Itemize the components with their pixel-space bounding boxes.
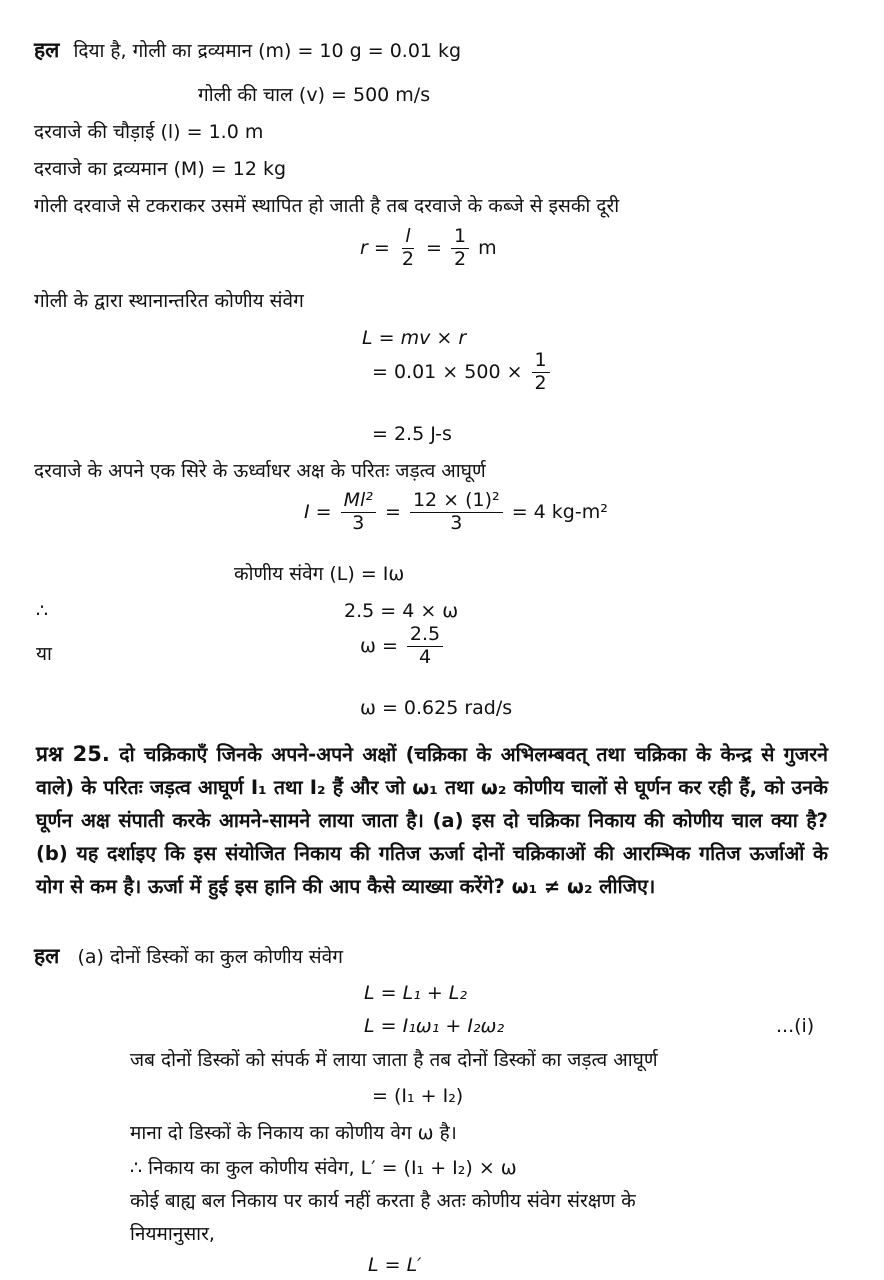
equals-sign: = — [384, 500, 401, 523]
given-door-mass: दरवाजे का द्रव्यमान (M) = 12 kg — [34, 158, 287, 180]
fraction-numerator: 1 — [532, 350, 550, 373]
fraction-numerator: 1 — [451, 226, 469, 249]
question-label: प्रश्न 25. — [36, 742, 110, 766]
question-text: दो चक्रिकाएँ जिनके अपने-अपने अक्षों (चक्रिका के अभिलम्बवत् तथा चक्रिका के केन्द्र से गुजरने वाले) के परितः जड़त्व आघूर्ण I₁ तथा I₂ हैं और जो ω₁ तथा ω₂ कोणीय चालों से घूर्णन कर रही हैं, को उनके घूर्णन अक्ष संपाती करके आमने-सामने लाया जाता है। (a) इस दो चक्रिका निकाय की कोणीय चाल क्या है? (b) यह दर्शाइए कि इस संयोजित निकाय की गतिज ऊर्जा दोनों चक्रिकाओं की आरम्भिक गतिज ऊर्जाओं के योग से कम है। ऊर्जा में हुई इस हानि की आप कैसे व्याख्या करेंगे? ω₁ ≠ ω₂ लीजिए। — [36, 743, 829, 898]
equation-L-definition: L = mv × r — [362, 327, 467, 349]
equation-L-sum: L = L₁ + L₂ — [364, 982, 467, 1004]
r-lhs: r = — [360, 236, 390, 259]
fraction-denominator: 2 — [534, 371, 547, 394]
given-mass: दिया है, गोली का द्रव्यमान (m) = 10 g = 0.01 kg — [73, 40, 462, 62]
fraction-numerator: Ml² — [341, 490, 376, 513]
unit-m: m — [478, 236, 497, 259]
fraction-numerator: l — [402, 226, 413, 249]
solution2-line-1 — [34, 944, 343, 969]
statement-moment-of-inertia: दरवाजे के अपने एक सिरे के ऊर्ध्वाधर अक्ष के परितः जड़त्व आघूर्ण — [34, 460, 486, 482]
equation-I-sum: = (I₁ + I₂) — [372, 1085, 464, 1107]
equals-sign: = — [425, 236, 442, 259]
therefore-symbol: ∴ — [36, 600, 49, 622]
omega-lhs: ω = — [360, 634, 398, 657]
equation-L-step — [372, 350, 553, 395]
statement-total-momentum: ∴ निकाय का कुल कोणीय संवेग, L′ = (I₁ + I₂) × ω — [130, 1157, 517, 1179]
fraction-denominator: 3 — [450, 511, 463, 534]
fraction-l-over-2 — [399, 226, 417, 271]
given-speed: गोली की चाल (v) = 500 m/s — [198, 84, 431, 106]
fraction-numerator: 12 × (1)² — [410, 490, 503, 513]
statement-distance: गोली दरवाजे से टकराकर उसमें स्थापित हो जाती है तब दरवाजे के कब्जे से इसकी दूरी — [34, 195, 620, 217]
equation-L-value: = 2.5 J-s — [372, 423, 452, 445]
L-step-text: = 0.01 × 500 × — [372, 360, 523, 383]
fraction-denominator: 2 — [401, 247, 414, 270]
statement-by-law: नियमानुसार, — [130, 1223, 215, 1245]
statement-omega: माना दो डिस्कों के निकाय का कोणीय वेग ω है। — [130, 1122, 457, 1144]
given-width: दरवाजे की चौड़ाई (l) = 1.0 m — [34, 121, 264, 143]
equation-angular-momentum: कोणीय संवेग (L) = Iω — [234, 563, 405, 585]
equation-I — [304, 490, 608, 535]
equation-omega-fraction — [360, 624, 446, 669]
I-value: = 4 kg-m² — [511, 500, 608, 523]
fraction-12-over-3 — [410, 490, 503, 535]
fraction-denominator: 2 — [453, 247, 467, 270]
fraction-denominator: 3 — [352, 511, 365, 534]
solution-label: हल — [34, 944, 60, 968]
statement-angular-momentum: गोली के द्वारा स्थानान्तरित कोणीय संवेग — [34, 290, 304, 312]
fraction-1-over-2 — [532, 350, 550, 395]
equation-omega-value: ω = 0.625 rad/s — [360, 697, 513, 719]
fraction-denominator: 4 — [418, 645, 432, 668]
fraction-2-5-over-4 — [407, 624, 443, 669]
question-25 — [36, 738, 828, 936]
fraction-numerator: 2.5 — [407, 624, 443, 647]
fraction-Ml2-over-3 — [341, 490, 376, 535]
fraction-1-over-2 — [451, 226, 469, 271]
equation-tag: ...(i) — [776, 1015, 815, 1037]
or-label: या — [36, 643, 52, 665]
solution-line-1 — [34, 38, 461, 63]
equation-L-I-omega: L = I₁ω₁ + I₂ω₂ — [364, 1015, 505, 1037]
I-lhs: I = — [304, 500, 332, 523]
statement-conservation: कोई बाह्य बल निकाय पर कार्य नहीं करता है अतः कोणीय संवेग संरक्षण के — [130, 1190, 636, 1212]
equation-2-5: 2.5 = 4 × ω — [344, 600, 459, 622]
solution-label: हल — [34, 38, 60, 62]
statement-contact: जब दोनों डिस्कों को संपर्क में लाया जाता है तब दोनों डिस्कों का जड़त्व आघूर्ण — [130, 1049, 658, 1071]
part-a-intro: (a) दोनों डिस्कों का कुल कोणीय संवेग — [77, 946, 343, 968]
equation-r — [360, 226, 497, 271]
equation-L-equals-L-prime: L = L′ — [368, 1254, 422, 1276]
